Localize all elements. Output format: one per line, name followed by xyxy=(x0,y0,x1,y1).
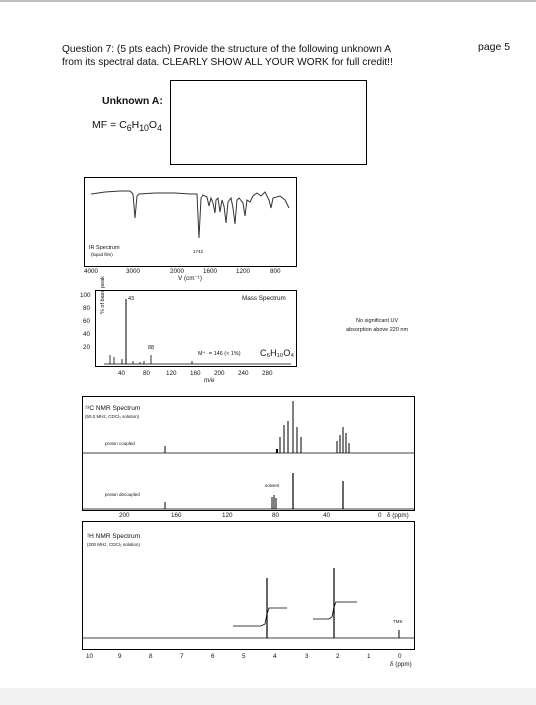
uv-note-line-1: No significant UV xyxy=(356,318,399,324)
page-number: page 5 xyxy=(478,41,511,53)
question-line-1: Question 7: (5 pts each) Provide the structure of the following unknown A xyxy=(62,44,392,55)
ms-xtick-80: 80 xyxy=(143,370,151,377)
h1-tick-1: 1 xyxy=(367,653,371,660)
h1-tick-5: 5 xyxy=(242,653,246,660)
ms-xtick-120: 120 xyxy=(166,370,177,377)
ms-peak-88: 88 xyxy=(148,345,155,351)
ms-title: Mass Spectrum xyxy=(242,295,286,302)
c13-tick-160: 160 xyxy=(171,512,182,519)
ir-title: IR Spectrum xyxy=(89,245,120,251)
c13-ppm-label: δ (ppm) xyxy=(387,512,409,519)
h1-tick-3: 3 xyxy=(305,653,309,660)
c13-subtitle: (50.0 MHz, CDCl₃ solution) xyxy=(85,414,140,419)
uv-note-line-2: absorption above 220 nm xyxy=(346,327,409,333)
c13-solvent-label: solvent xyxy=(265,483,280,488)
ir-tick-4000: 4000 xyxy=(84,268,99,275)
bottom-margin xyxy=(0,688,536,705)
c13-tick-200: 200 xyxy=(119,512,130,519)
h1-nmr-panel xyxy=(82,521,415,650)
h1-tick-0: 0 xyxy=(398,653,402,660)
ir-peak-label: 1742 xyxy=(193,249,204,254)
ms-peak-43: 43 xyxy=(128,296,135,302)
h1-tick-9: 9 xyxy=(118,653,122,660)
ms-y-axis-label: % of base peak xyxy=(100,276,106,314)
ms-ytick-40: 40 xyxy=(83,331,91,338)
question-line-2: from its spectral data. CLEARLY SHOW ALL YOUR WORK for full credit!! xyxy=(62,57,393,68)
answer-box[interactable] xyxy=(170,80,367,165)
c13-tick-80: 80 xyxy=(272,512,280,519)
ms-molecular-ion: M⁺· = 146 (< 1%) xyxy=(198,351,241,357)
ir-tick-3000: 3000 xyxy=(126,268,141,275)
ms-xtick-160: 160 xyxy=(190,370,201,377)
ms-x-label: m/e xyxy=(204,377,215,384)
ir-x-label: V (cm⁻¹) xyxy=(178,275,202,282)
h1-subtitle: (200 MHz, CDCl₃ solution) xyxy=(87,542,140,547)
c13-decoupled-label: proton decoupled xyxy=(105,492,140,497)
h1-ppm-label: δ (ppm) xyxy=(390,661,412,668)
unknown-label: Unknown A: xyxy=(102,95,163,107)
h1-tick-4: 4 xyxy=(273,653,277,660)
h1-tms-label: TMS xyxy=(393,619,403,624)
ms-xtick-200: 200 xyxy=(214,370,225,377)
ir-tick-2000: 2000 xyxy=(170,268,185,275)
ms-ytick-100: 100 xyxy=(80,292,91,299)
ir-tick-1600: 1600 xyxy=(203,268,218,275)
ms-formula: C₆H₁₀O₄ xyxy=(260,348,295,358)
c13-tick-120: 120 xyxy=(222,512,233,519)
ir-spectrum-trace xyxy=(85,178,296,266)
ir-subtitle: (liquid film) xyxy=(91,252,113,257)
h1-tick-7: 7 xyxy=(180,653,184,660)
h1-tick-10: 10 xyxy=(86,653,94,660)
ms-xtick-280: 280 xyxy=(262,370,273,377)
ms-ytick-20: 20 xyxy=(83,344,91,351)
h1-title: ¹H NMR Spectrum xyxy=(87,533,141,540)
top-border xyxy=(0,0,536,2)
ir-tick-800: 800 xyxy=(270,268,281,275)
ms-xtick-240: 240 xyxy=(238,370,249,377)
c13-tick-0: 0 xyxy=(378,512,382,519)
ir-spectrum-panel xyxy=(84,177,297,267)
ms-ytick-80: 80 xyxy=(83,305,91,312)
h1-tick-2: 2 xyxy=(336,653,340,660)
ms-xtick-40: 40 xyxy=(118,370,126,377)
c13-title: ¹³C NMR Spectrum xyxy=(85,405,141,412)
c13-coupled-label: proton coupled xyxy=(105,441,135,446)
mass-spectrum-panel xyxy=(95,290,297,367)
h1-tick-6: 6 xyxy=(211,653,215,660)
ir-tick-1200: 1200 xyxy=(236,268,251,275)
ms-ytick-60: 60 xyxy=(83,318,91,325)
c13-tick-40: 40 xyxy=(323,512,331,519)
h1-tick-8: 8 xyxy=(149,653,153,660)
molecular-formula: MF = $C_6H_{10}O_4$ xyxy=(92,119,162,134)
c13-nmr-panel xyxy=(82,396,415,511)
